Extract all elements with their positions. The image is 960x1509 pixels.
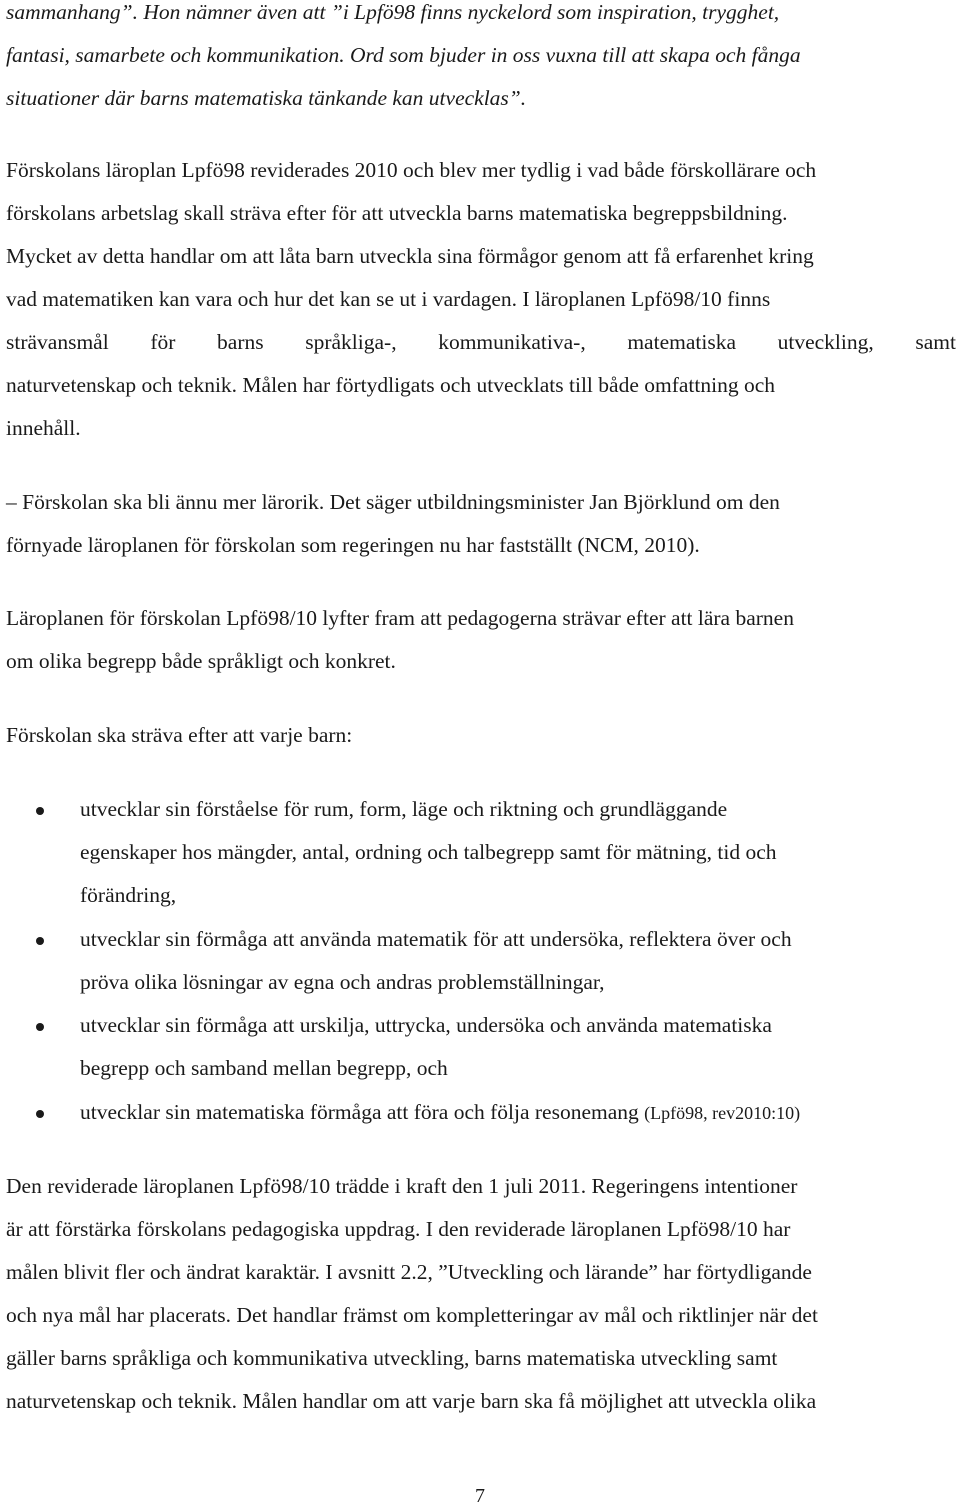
text-line: förskolans arbetslag skall sträva efter för att utveckla barns matematiska begreppsbildning.: [6, 201, 788, 225]
text-line: gäller barns språkliga och kommunikativa utveckling, barns matematiska utveckling samt: [6, 1346, 778, 1370]
text-line: [80, 1100, 800, 1125]
text-line: utvecklar sin förståelse för rum, form, läge och riktning och grundläggande: [80, 797, 728, 821]
bullet-icon: [36, 1110, 44, 1118]
text-line: är att förstärka förskolans pedagogiska uppdrag. I den reviderade läroplanen Lpfö98/10 har: [6, 1217, 791, 1241]
text-line: pröva olika lösningar av egna och andras problemställningar,: [80, 970, 605, 994]
text-line: strävansmål för barns språkliga-, kommunikativa-, matematiska utveckling, samt: [6, 330, 956, 354]
text-line: och nya mål har placerats. Det handlar främst om kompletteringar av mål och riktlinjer när det: [6, 1303, 818, 1327]
text-line: utvecklar sin förmåga att använda matematik för att undersöka, reflektera över och: [80, 927, 792, 951]
citation: (Lpfö98, rev2010:10): [644, 1103, 801, 1123]
text-line: egenskaper hos mängder, antal, ordning och talbegrepp samt för mätning, tid och: [80, 840, 777, 864]
page-number: 7: [475, 1485, 485, 1507]
text-line: naturvetenskap och teknik. Målen har förtydligats och utvecklats till både omfattning och: [6, 373, 776, 397]
bullet-icon: [36, 937, 44, 945]
text-line: Läroplanen för förskolan Lpfö98/10 lyfter fram att pedagogerna strävar efter att lära barnen: [6, 606, 794, 630]
text-line: [6, 0, 779, 25]
text-line: naturvetenskap och teknik. Målen handlar om att varje barn ska få möjlighet att utveckla olika: [6, 1389, 817, 1413]
bullet-icon: [36, 807, 44, 815]
bullet-text: utvecklar sin matematiska förmåga att föra och följa resonemang: [80, 1100, 639, 1124]
text-line: – Förskolan ska bli ännu mer lärorik. Det säger utbildningsminister Jan Björklund om den: [6, 490, 780, 514]
text-line: förändring,: [80, 883, 177, 907]
text-line: Förskolan ska sträva efter att varje barn:: [6, 723, 353, 747]
text-line: målen blivit fler och ändrat karaktär. I avsnitt 2.2, ”Utveckling och lärande” har förtydligande: [6, 1260, 812, 1284]
text-line: Förskolans läroplan Lpfö98 reviderades 2010 och blev mer tydlig i vad både förskollärare och: [6, 158, 817, 182]
text-line: om olika begrepp både språkligt och konkret.: [6, 649, 396, 673]
text-line: förnyade läroplanen för förskolan som regeringen nu har fastställt (NCM, 2010).: [6, 533, 700, 557]
text-line: Den reviderade läroplanen Lpfö98/10 trädde i kraft den 1 juli 2011. Regeringens intentioner: [6, 1174, 798, 1198]
text-line: innehåll.: [6, 416, 81, 440]
text-line-content: sammanhang”. Hon nämner även att ”i Lpfö98 finns nyckelord som inspiration, trygghet,: [6, 0, 780, 24]
bullet-icon: [36, 1023, 44, 1031]
text-line: utvecklar sin förmåga att urskilja, uttrycka, undersöka och använda matematiska: [80, 1013, 772, 1037]
text-line: vad matematiken kan vara och hur det kan se ut i vardagen. I läroplanen Lpfö98/10 finns: [6, 287, 771, 311]
text-line: situationer där barns matematiska tänkande kan utvecklas”.: [6, 86, 527, 110]
text-line: begrepp och samband mellan begrepp, och: [80, 1056, 448, 1080]
text-line: fantasi, samarbete och kommunikation. Ord som bjuder in oss vuxna till att skapa och fånga: [6, 43, 801, 67]
text-line: Mycket av detta handlar om att låta barn utveckla sina förmågor genom att få erfarenhet kring: [6, 244, 814, 268]
